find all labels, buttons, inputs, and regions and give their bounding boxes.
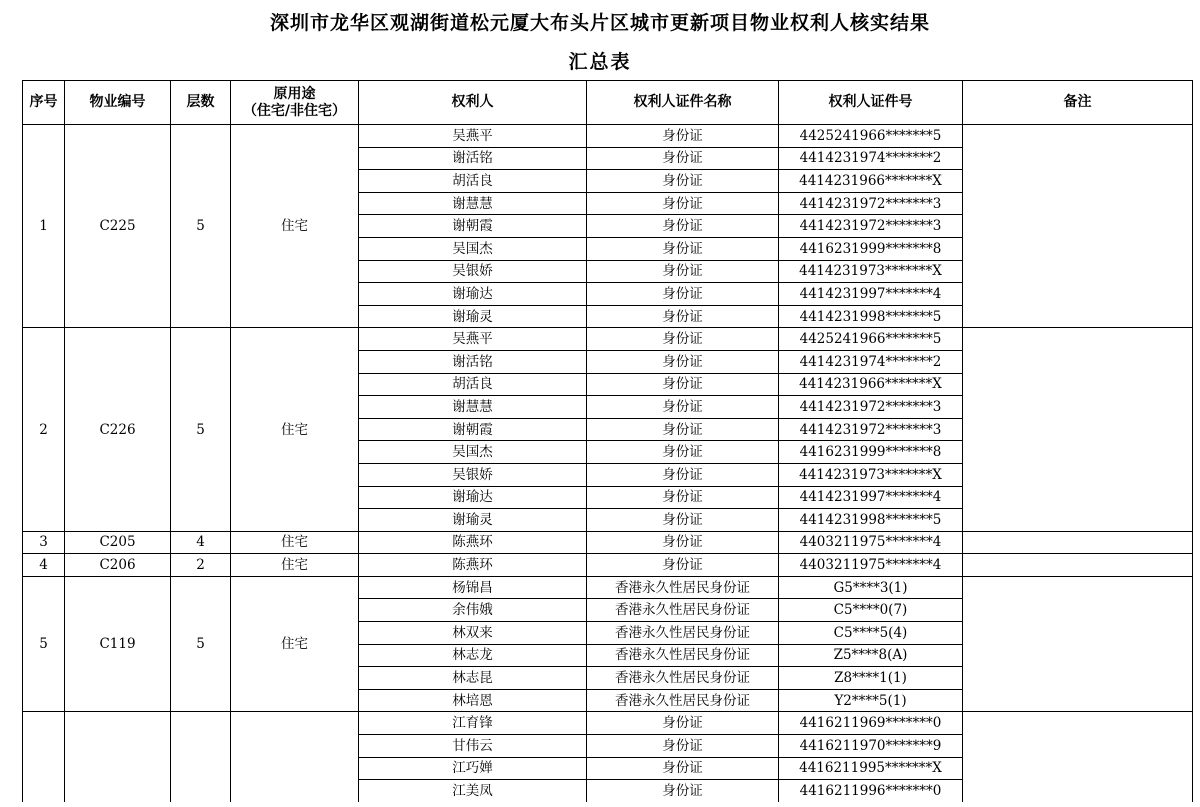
document-subtitle: 汇总表 <box>568 51 632 73</box>
cell-owner-name: 谢瑜灵 <box>359 509 587 532</box>
cell-owner-name: 吴燕平 <box>359 328 587 351</box>
cell-id-type: 香港永久性居民身份证 <box>587 622 779 645</box>
cell-owner-name: 江美凤 <box>359 780 587 802</box>
cell-id-number: 4414231972*******3 <box>779 215 963 238</box>
rights-holder-table <box>22 80 1193 802</box>
cell-id-type: 身份证 <box>587 509 779 532</box>
cell-id-type: 身份证 <box>587 441 779 464</box>
cell-owner-name: 林培恩 <box>359 689 587 712</box>
cell-owner-name: 胡活良 <box>359 170 587 193</box>
cell-id-number: 4414231974*******2 <box>779 147 963 170</box>
cell-owner-name: 杨锦昌 <box>359 576 587 599</box>
cell-owner-name: 江巧婵 <box>359 757 587 780</box>
cell-owner-name: 谢活铭 <box>359 350 587 373</box>
cell-id-number: Y2****5(1) <box>779 689 963 712</box>
cell-floors: 5 <box>171 576 231 712</box>
table-row <box>23 125 1193 148</box>
cell-id-type: 身份证 <box>587 735 779 758</box>
cell-id-type: 身份证 <box>587 757 779 780</box>
cell-remarks <box>963 328 1193 531</box>
cell-id-number: G5****3(1) <box>779 576 963 599</box>
cell-remarks <box>963 554 1193 577</box>
cell-no: 4 <box>23 554 65 577</box>
header-remarks: 备注 <box>963 81 1193 125</box>
cell-id-number: Z5****8(A) <box>779 644 963 667</box>
cell-floors: 2 <box>171 554 231 577</box>
cell-id-number: 4414231974*******2 <box>779 350 963 373</box>
cell-id-type: 身份证 <box>587 486 779 509</box>
cell-id-number: 4425241966*******5 <box>779 125 963 148</box>
cell-id-number: 4414231973*******X <box>779 260 963 283</box>
cell-owner-name: 谢朝霞 <box>359 418 587 441</box>
cell-remarks <box>963 125 1193 328</box>
cell-owner-name: 胡活良 <box>359 373 587 396</box>
cell-id-number: 4416211970*******9 <box>779 735 963 758</box>
cell-id-type: 身份证 <box>587 283 779 306</box>
header-no: 序号 <box>23 81 65 125</box>
cell-owner-name: 吴银娇 <box>359 260 587 283</box>
header-usage-line1: 原用途 <box>273 85 316 102</box>
cell-id-number: 4403211975*******4 <box>779 531 963 554</box>
cell-usage: 住宅 <box>231 576 359 712</box>
table-row <box>23 576 1193 599</box>
cell-property-id: C226 <box>65 328 171 531</box>
cell-property-id: C206 <box>65 554 171 577</box>
cell-owner-name: 吴银娇 <box>359 463 587 486</box>
cell-id-type: 香港永久性居民身份证 <box>587 667 779 690</box>
cell-id-number: 4414231972*******3 <box>779 418 963 441</box>
cell-owner-name: 谢慧慧 <box>359 192 587 215</box>
cell-no: 5 <box>23 576 65 712</box>
cell-id-number: Z8****1(1) <box>779 667 963 690</box>
cell-property-id: C205 <box>65 531 171 554</box>
cell-floors <box>171 712 231 802</box>
cell-id-type: 身份证 <box>587 260 779 283</box>
cell-id-number: 4416211995*******X <box>779 757 963 780</box>
cell-usage: 住宅 <box>231 328 359 531</box>
header-usage-line2: （住宅/非住宅） <box>242 102 347 119</box>
cell-id-number: 4416231999*******8 <box>779 237 963 260</box>
cell-owner-name: 吴燕平 <box>359 125 587 148</box>
header-id-number: 权利人证件号 <box>779 81 963 125</box>
cell-id-number: 4414231997*******4 <box>779 283 963 306</box>
cell-id-number: 4425241966*******5 <box>779 328 963 351</box>
cell-owner-name: 陈燕环 <box>359 554 587 577</box>
header-usage <box>231 81 359 125</box>
cell-id-type: 身份证 <box>587 237 779 260</box>
header-property-id: 物业编号 <box>65 81 171 125</box>
cell-id-type: 香港永久性居民身份证 <box>587 644 779 667</box>
cell-id-type: 香港永久性居民身份证 <box>587 689 779 712</box>
cell-id-number: 4414231998*******5 <box>779 509 963 532</box>
cell-id-type: 身份证 <box>587 215 779 238</box>
cell-owner-name: 谢活铭 <box>359 147 587 170</box>
cell-floors: 4 <box>171 531 231 554</box>
cell-floors: 5 <box>171 125 231 328</box>
cell-id-type: 身份证 <box>587 192 779 215</box>
cell-usage: 住宅 <box>231 554 359 577</box>
table-row <box>23 328 1193 351</box>
cell-owner-name: 陈燕环 <box>359 531 587 554</box>
cell-id-type: 身份证 <box>587 305 779 328</box>
cell-id-type: 身份证 <box>587 780 779 802</box>
table-row <box>23 554 1193 577</box>
header-floors: 层数 <box>171 81 231 125</box>
cell-id-number: 4414231973*******X <box>779 463 963 486</box>
cell-id-number: C5****0(7) <box>779 599 963 622</box>
cell-id-type: 身份证 <box>587 396 779 419</box>
cell-id-number: 4414231997*******4 <box>779 486 963 509</box>
cell-no: 3 <box>23 531 65 554</box>
table-row <box>23 712 1193 735</box>
cell-owner-name: 林双来 <box>359 622 587 645</box>
cell-floors: 5 <box>171 328 231 531</box>
cell-id-number: 4416211996*******0 <box>779 780 963 802</box>
cell-id-type: 身份证 <box>587 712 779 735</box>
cell-id-number: 4414231998*******5 <box>779 305 963 328</box>
table-header-row <box>23 81 1193 125</box>
cell-owner-name: 吴国杰 <box>359 237 587 260</box>
cell-id-number: 4414231972*******3 <box>779 396 963 419</box>
cell-id-type: 身份证 <box>587 170 779 193</box>
cell-usage: 住宅 <box>231 531 359 554</box>
cell-id-number: 4414231966*******X <box>779 373 963 396</box>
cell-id-number: 4414231972*******3 <box>779 192 963 215</box>
cell-id-type: 香港永久性居民身份证 <box>587 599 779 622</box>
cell-no: 2 <box>23 328 65 531</box>
cell-no <box>23 712 65 802</box>
cell-owner-name: 余伟娥 <box>359 599 587 622</box>
cell-owner-name: 江育锋 <box>359 712 587 735</box>
cell-owner-name: 谢朝霞 <box>359 215 587 238</box>
cell-usage: 住宅 <box>231 125 359 328</box>
cell-id-type: 身份证 <box>587 554 779 577</box>
cell-id-type: 身份证 <box>587 328 779 351</box>
cell-no: 1 <box>23 125 65 328</box>
cell-id-type: 身份证 <box>587 531 779 554</box>
cell-id-number: 4416231999*******8 <box>779 441 963 464</box>
cell-id-number: 4414231966*******X <box>779 170 963 193</box>
cell-owner-name: 谢瑜达 <box>359 486 587 509</box>
table-body <box>23 125 1193 802</box>
table-row <box>23 531 1193 554</box>
cell-owner-name: 吴国杰 <box>359 441 587 464</box>
cell-remarks <box>963 712 1193 802</box>
cell-remarks <box>963 531 1193 554</box>
cell-owner-name: 谢瑜灵 <box>359 305 587 328</box>
cell-property-id <box>65 712 171 802</box>
cell-owner-name: 甘伟云 <box>359 735 587 758</box>
cell-usage <box>231 712 359 802</box>
cell-property-id: C225 <box>65 125 171 328</box>
cell-id-type: 身份证 <box>587 463 779 486</box>
cell-owner-name: 谢瑜达 <box>359 283 587 306</box>
cell-id-number: 4416211969*******0 <box>779 712 963 735</box>
document-title: 深圳市龙华区观湖街道松元厦大布头片区城市更新项目物业权利人核实结果 <box>269 12 930 34</box>
cell-remarks <box>963 576 1193 712</box>
header-owner: 权利人 <box>359 81 587 125</box>
cell-id-type: 香港永久性居民身份证 <box>587 576 779 599</box>
cell-owner-name: 谢慧慧 <box>359 396 587 419</box>
cell-id-type: 身份证 <box>587 125 779 148</box>
cell-id-type: 身份证 <box>587 373 779 396</box>
cell-id-number: 4403211975*******4 <box>779 554 963 577</box>
cell-id-type: 身份证 <box>587 350 779 373</box>
header-id-type: 权利人证件名称 <box>587 81 779 125</box>
cell-property-id: C119 <box>65 576 171 712</box>
cell-id-number: C5****5(4) <box>779 622 963 645</box>
cell-owner-name: 林志龙 <box>359 644 587 667</box>
cell-id-type: 身份证 <box>587 418 779 441</box>
cell-id-type: 身份证 <box>587 147 779 170</box>
cell-owner-name: 林志昆 <box>359 667 587 690</box>
